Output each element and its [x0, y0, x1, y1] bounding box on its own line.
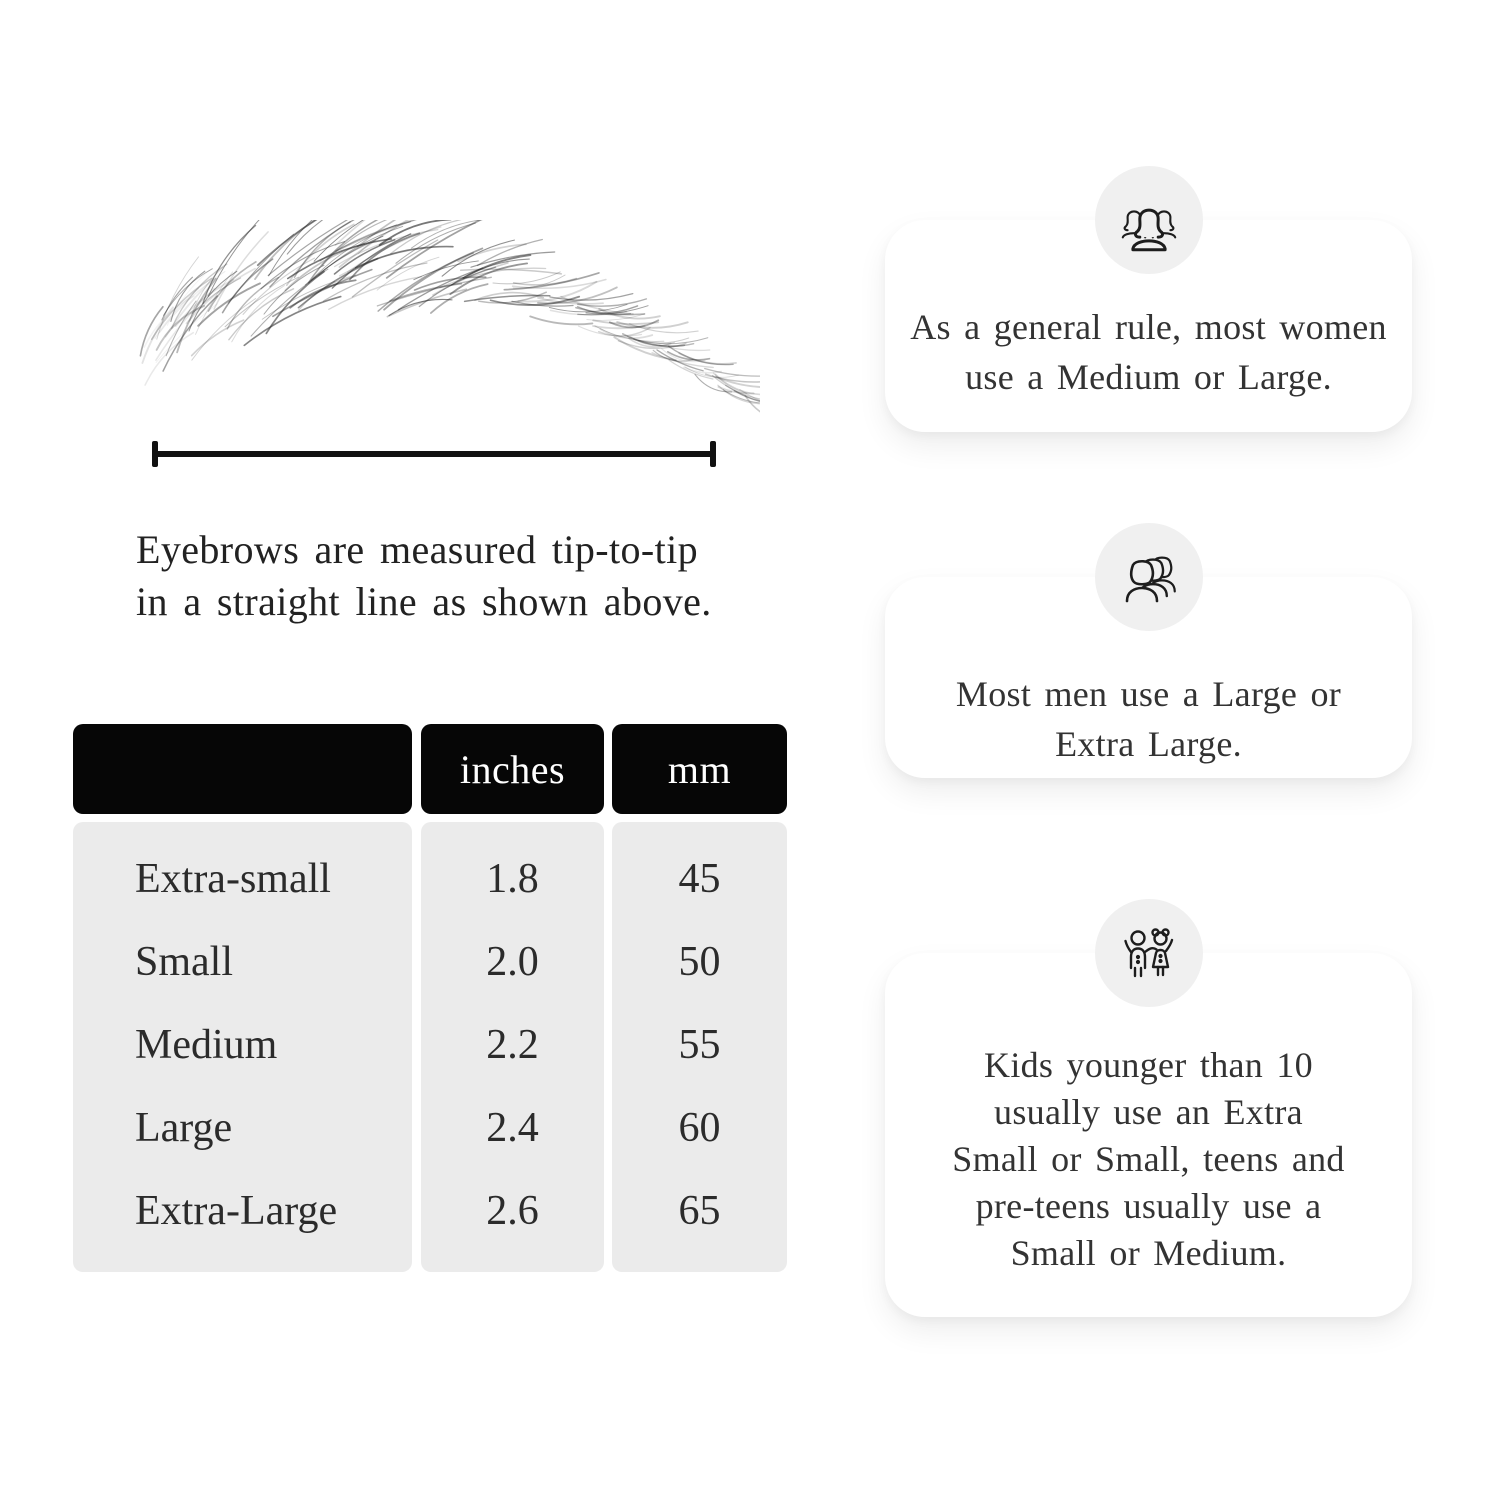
table-cell-inches: 1.8	[486, 856, 539, 903]
table-row-label: Large	[135, 1104, 233, 1151]
men-group-icon	[1117, 545, 1181, 609]
table-row-label: Extra-small	[135, 856, 331, 903]
table-cell-mm: 45	[678, 856, 721, 903]
table-cell-mm: 50	[678, 939, 721, 986]
table-column-sizes	[73, 822, 412, 1272]
icon-badge	[1095, 523, 1203, 631]
card-text-line: Extra Large.	[1055, 724, 1242, 764]
measurement-caption	[136, 524, 712, 628]
caption-line-1: Eyebrows are measured tip-to-tip	[136, 527, 699, 572]
caption-line-2: in a straight line as shown above.	[136, 579, 712, 624]
table-column-inches	[421, 822, 604, 1272]
table-header-size	[73, 724, 412, 814]
card-text-line: usually use an Extra	[994, 1092, 1303, 1132]
kids-icon	[1117, 921, 1181, 985]
table-row-label: Small	[135, 939, 234, 986]
card-text-line: Small or Medium.	[1010, 1233, 1287, 1273]
table-cell-mm: 55	[678, 1021, 721, 1068]
table-row-label: Extra-Large	[135, 1187, 338, 1234]
table-header-inches: inches	[421, 724, 604, 814]
measure-endcap-right	[710, 441, 716, 467]
table-column-mm	[612, 822, 787, 1272]
table-cell-inches: 2.0	[486, 939, 539, 986]
table-cell-inches: 2.4	[486, 1104, 539, 1151]
measurement-line	[152, 441, 716, 467]
card-text-line: pre-teens usually use a	[975, 1186, 1322, 1226]
table-cell-mm: 60	[678, 1104, 721, 1151]
info-card-kids	[885, 953, 1412, 1317]
card-text-line: As a general rule, most women	[910, 307, 1387, 347]
table-cell-mm: 65	[678, 1187, 721, 1234]
card-text-line: Small or Small, teens and	[952, 1139, 1345, 1179]
info-card-women	[885, 220, 1412, 432]
women-group-icon	[1117, 188, 1181, 252]
table-cell-inches: 2.6	[486, 1187, 539, 1234]
size-table	[73, 724, 787, 1272]
eyebrow-illustration	[100, 220, 760, 430]
icon-badge	[1095, 166, 1203, 274]
card-text-line: Most men use a Large or	[955, 674, 1342, 714]
table-cell-inches: 2.2	[486, 1021, 539, 1068]
table-header-mm: mm	[612, 724, 787, 814]
icon-badge	[1095, 899, 1203, 1007]
table-row-label: Medium	[135, 1021, 278, 1068]
card-text-line: use a Medium or Large.	[965, 357, 1332, 397]
card-text-line: Kids younger than 10	[984, 1045, 1313, 1085]
info-card-men	[885, 577, 1412, 778]
measure-bar	[152, 451, 716, 457]
